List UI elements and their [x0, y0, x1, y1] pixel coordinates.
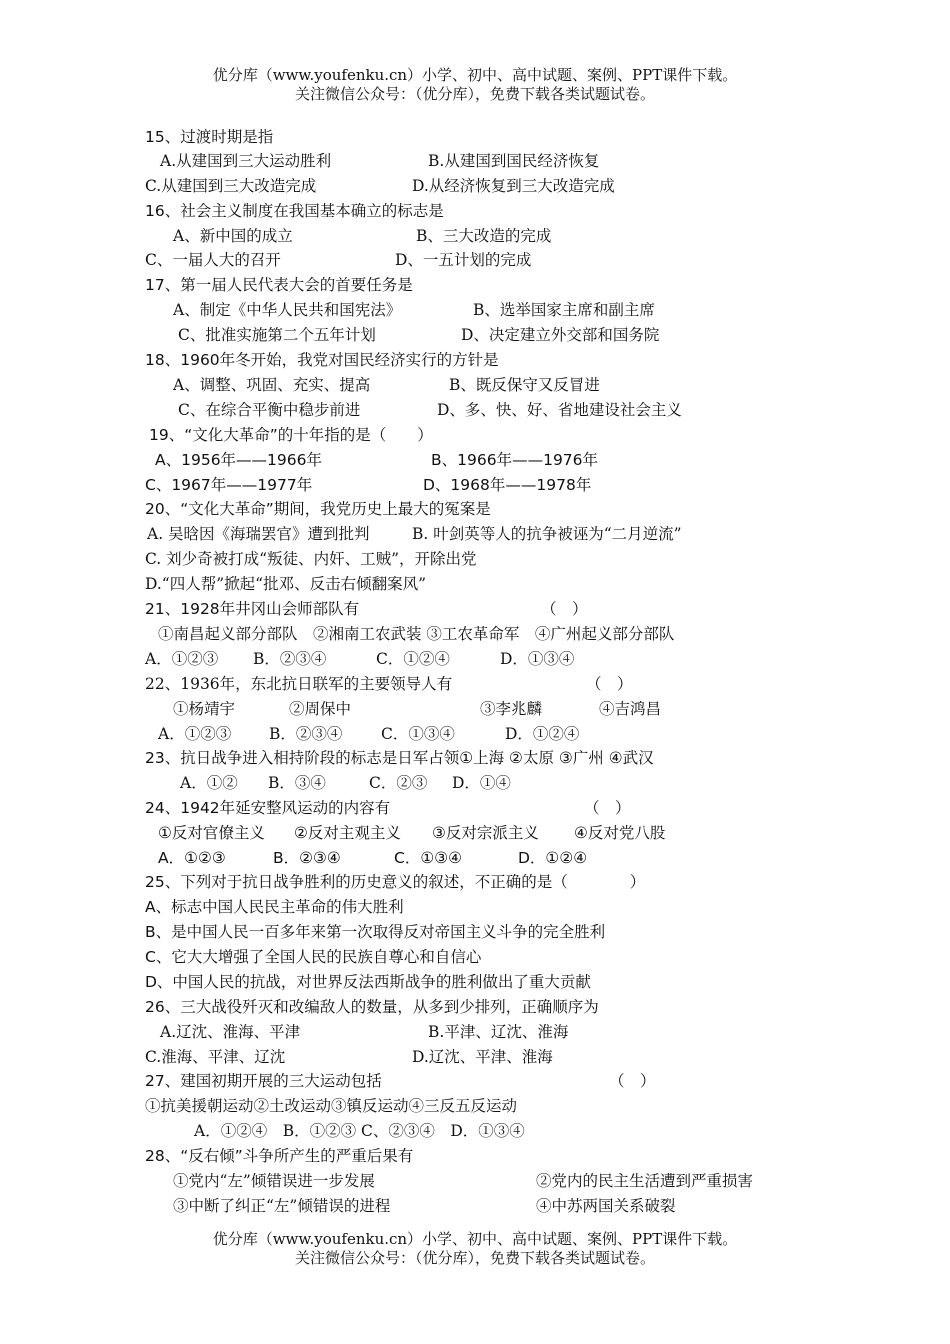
question-stem: 23、抗日战争进入相持阶段的标志是日军占领①上海 ②太原 ③广州 ④武汉 — [145, 749, 654, 767]
item-2: ②反对主观主义 — [294, 824, 401, 842]
header-line-1: 优分库（www.youfenku.cn）小学、初中、高中试题、案例、PPT课件下载。 — [212, 66, 738, 84]
option-c: C.淮海、平津、辽沈 — [145, 1048, 286, 1066]
option-d: D、多、快、好、省地建设社会主义 — [437, 401, 682, 419]
question-stem: 25、下列对于抗日战争胜利的历史意义的叙述，不正确的是（ ） — [145, 873, 646, 891]
option-a: A、标志中国人民民主革命的伟大胜利 — [145, 898, 404, 916]
option-a: A、调整、巩固、充实、提高 — [173, 376, 371, 394]
answer-paren: （ ） — [586, 675, 633, 693]
option-a: A、新中国的成立 — [173, 227, 293, 245]
option-c: C.从建国到三大改造完成 — [145, 177, 317, 195]
question-stem: 26、三大战役歼灭和改编敌人的数量，从多到少排列，正确顺序为 — [145, 998, 599, 1016]
header-line-2: 关注微信公众号：（优分库），免费下载各类试题试卷。 — [294, 85, 655, 103]
item-2: ②周保中 — [289, 700, 352, 718]
option-b: B. 叶剑英等人的抗争被诬为“二月逆流” — [412, 525, 682, 543]
option-b: B、三大改造的完成 — [416, 227, 552, 245]
item-2: ②党内的民主生活遭到严重损害 — [536, 1172, 754, 1190]
option-b: B．③④ — [268, 774, 326, 792]
option-c: C、批准实施第二个五年计划 — [178, 326, 376, 344]
item-1: ①杨靖宇 — [173, 700, 236, 718]
option-b: B.从建国到国民经济恢复 — [428, 152, 600, 170]
option-c: C．①③④ — [381, 725, 455, 743]
item-4: ④吉鸿昌 — [599, 700, 662, 718]
option-a: A、1956年——1966年 — [155, 451, 322, 469]
option-c: C．②③ — [369, 774, 428, 792]
option-a: A．①②③ — [158, 849, 226, 867]
option-c: C、1967年——1977年 — [145, 476, 313, 494]
option-c: C、在综合平衡中稳步前进 — [178, 401, 361, 419]
item-1: ①反对官僚主义 — [158, 824, 265, 842]
answer-paren: （ ） — [541, 600, 588, 618]
question-stem: 18、1960年冬开始，我党对国民经济实行的方针是 — [145, 351, 499, 369]
option-d: D．①④ — [452, 774, 511, 792]
item-4: ④中苏两国关系破裂 — [536, 1197, 676, 1215]
question-stem: 19、“文化大革命”的十年指的是（ ） — [149, 426, 433, 444]
option-d: D．①③④ — [500, 650, 575, 668]
page-footer — [0, 1230, 950, 1268]
item-3: ③李兆麟 — [480, 700, 543, 718]
option-a: A．①②③ — [158, 725, 232, 743]
option-b: B、1966年——1976年 — [431, 451, 599, 469]
question-stem: 15、过渡时期是指 — [145, 128, 274, 146]
item-list: ①南昌起义部分部队 ②湘南工农武装 ③工农革命军 ④广州起义部分部队 — [158, 625, 675, 643]
option-b: B．②③④ — [273, 849, 341, 867]
question-stem: 27、建国初期开展的三大运动包括 — [145, 1072, 382, 1090]
option-d: D.辽沈、平津、淮海 — [412, 1048, 553, 1066]
option-c: C、它大大增强了全国人民的民族自尊心和自信心 — [145, 948, 482, 966]
question-stem: 16、社会主义制度在我国基本确立的标志是 — [145, 202, 444, 220]
option-b: B．②③④ — [269, 725, 343, 743]
item-list: ①抗美援朝运动②土改运动③镇反运动④三反五反运动 — [145, 1097, 518, 1115]
option-a: A、制定《中华人民共和国宪法》 — [173, 301, 402, 319]
footer-line-2: 关注微信公众号：（优分库），免费下载各类试题试卷。 — [294, 1249, 655, 1267]
option-d: D.“四人帮”掀起“批邓、反击右倾翻案风” — [145, 575, 426, 593]
option-b: B、是中国人民一百多年来第一次取得反对帝国主义斗争的完全胜利 — [145, 923, 606, 941]
item-3: ③反对宗派主义 — [432, 824, 539, 842]
option-c: C、一届人大的召开 — [145, 251, 281, 269]
option-c: C. 刘少奇被打成“叛徒、内奸、工贼”，开除出党 — [145, 550, 477, 568]
option-c: C．①③④ — [394, 849, 463, 867]
option-a: A. 吴晗因《海瑞罢官》遭到批判 — [147, 525, 370, 543]
option-d: D、中国人民的抗战，对世界反法西斯战争的胜利做出了重大贡献 — [145, 973, 591, 991]
item-3: ③中断了纠正“左”倾错误的进程 — [173, 1197, 391, 1215]
question-stem: 21、1928年井冈山会师部队有 — [145, 600, 360, 618]
page-header — [0, 66, 950, 104]
question-stem: 22、1936年，东北抗日联军的主要领导人有 — [145, 675, 453, 693]
question-stem: 20、“文化大革命”期间，我党历史上最大的冤案是 — [145, 500, 491, 518]
option-d: D．①②④ — [518, 849, 588, 867]
option-d: D、一五计划的完成 — [395, 251, 532, 269]
question-stem: 28、“反右倾”斗争所产生的严重后果有 — [145, 1147, 414, 1165]
option-d: D.从经济恢复到三大改造完成 — [412, 177, 615, 195]
option-a: A．①②③ — [145, 650, 219, 668]
option-b: B、选举国家主席和副主席 — [473, 301, 655, 319]
option-a: A．①② — [180, 774, 238, 792]
option-c: C．①②④ — [376, 650, 450, 668]
option-a: A.辽沈、淮海、平津 — [160, 1023, 301, 1041]
option-d: D、1968年——1978年 — [423, 476, 592, 494]
answer-paren: （ ） — [609, 1072, 656, 1090]
question-stem: 17、第一届人民代表大会的首要任务是 — [145, 276, 413, 294]
question-stem: 24、1942年延安整风运动的内容有 — [145, 799, 391, 817]
item-1: ①党内“左”倾错误进一步发展 — [173, 1172, 375, 1190]
option-b: B.平津、辽沈、淮海 — [428, 1023, 569, 1041]
option-b: B、既反保守又反冒进 — [449, 376, 600, 394]
option-a: A.从建国到三大运动胜利 — [160, 152, 332, 170]
footer-line-1: 优分库（www.youfenku.cn）小学、初中、高中试题、案例、PPT课件下载。 — [212, 1230, 738, 1248]
option-b: B．②③④ — [253, 650, 327, 668]
option-list: A．①②④ B．①②③ C、②③④ D．①③④ — [194, 1122, 525, 1140]
answer-paren: （ ） — [584, 799, 631, 817]
option-d: D．①②④ — [505, 725, 580, 743]
option-d: D、决定建立外交部和国务院 — [461, 326, 660, 344]
item-4: ④反对党八股 — [574, 824, 666, 842]
